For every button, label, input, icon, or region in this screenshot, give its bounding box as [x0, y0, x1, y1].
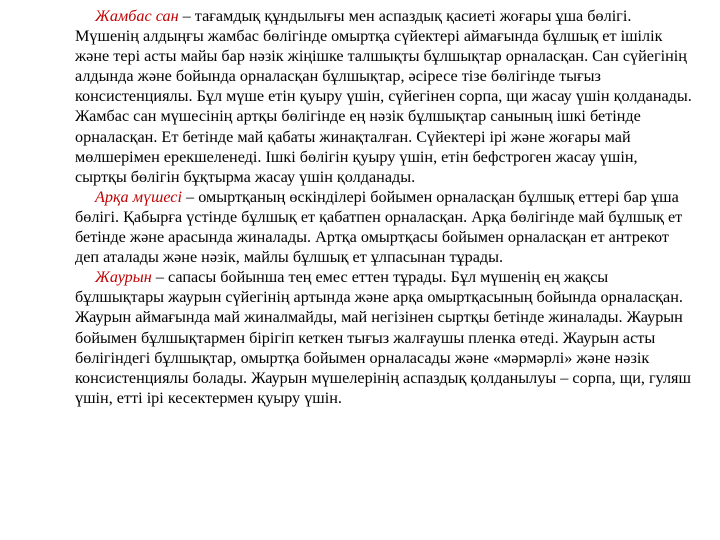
- paragraph-arqa-mushesi: [75, 187, 693, 267]
- paragraph-text: – тағамдық құндылығы мен аспаздық қасиеті жоғары ұша бөлігі. Мүшенің алдыңғы жамбас бөлігінде омыртқа сүйектері аймағында бұлшық ет ішілік және тері асты майы бар нәзік жіңішке талшықты бұлшықтар орналасқан. Сан сүйегінің алдында және бойында орналасқан бұлшықтар, әсіресе тізе бөлігінде тығыз консистенциялы. Бұл мүше етін қуыру үшін, сүйегінен сорпа, щи жасау үшін қолданады. Жамбас сан мүшесінің артқы бөлігінде ең нәзік бұлшықтар санының ішкі бетінде орналасқан. Ет бетінде май қабаты жинақталған. Сүйектері ірі және жоғары май мөлшерімен ерекшеленеді. Ішкі бөлігін қуыру үшін, етін бефстроген жасау үшін, сыртқы бөлігін бұқтырма жасау үшін қолданады.: [75, 7, 692, 186]
- document-body: [75, 6, 693, 408]
- term-zhauryn: Жаурын: [95, 268, 152, 287]
- paragraph-text: – омыртқаның өскінділері бойымен орналасқан бұлшық еттері бар ұша бөлігі. Қабырға үстінде бұлшық ет қабатпен орналасқан. Арқа бөлігінде май бұлшық ет бетінде және арасында жиналады. Артқа омыртқасы бойымен орналасқан ет антрекот деп аталады және нәзік, майлы бұлшық ет ұлпасынан тұрады.: [75, 187, 683, 267]
- paragraph-text: – сапасы бойынша тең емес еттен тұрады. Бұл мүшенің ең жақсы бұлшықтары жаурын сүйегінің артында және арқа омыртқасының бойында орналасқан. Жаурын аймағында май жиналмайды, май негізінен сыртқы бетінде жиналады. Жаурын бойымен бұлшықтармен бірігіп кеткен тығыз жалғаушы пленка өтеді. Жаурын асты бөлігіндегі бұлшықтар, омыртқа бойымен орналасады және «мәрмәрлі» және нәзік консистенциялы болады. Жаурын мүшелерінің аспаздық қолданылуы – сорпа, щи, гуляш үшін, етті ірі кесектермен қуыру үшін.: [75, 268, 691, 407]
- paragraph-zhauryn: [75, 267, 693, 408]
- term-arqa-mushesi: Арқа мүшесі: [95, 187, 182, 206]
- term-zhambas-san: Жамбас сан: [95, 7, 179, 25]
- paragraph-zhambas-san: [75, 6, 693, 187]
